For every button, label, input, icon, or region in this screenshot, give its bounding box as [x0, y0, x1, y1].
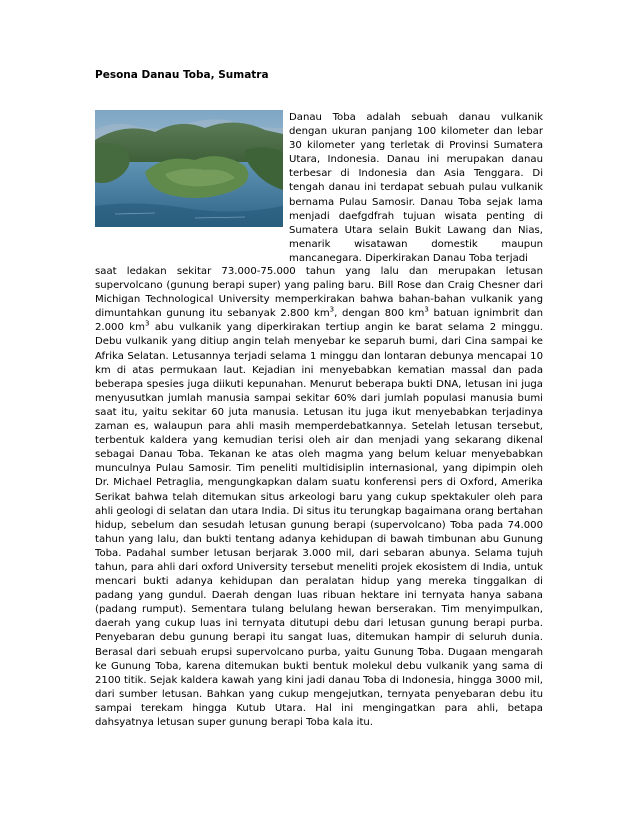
superscript: 3 [424, 305, 429, 314]
intro-line: dan Nias, menarik wisatawan domestik maupun [289, 224, 543, 250]
body-text-part: batuan ignimbrit dan 2.000 km [95, 308, 543, 334]
intro-line: 30 kilometer yang terletak di Provinsi Sumatera [289, 140, 543, 152]
intro-line: tengah danau ini terdapat sebuah pulau [289, 182, 501, 194]
intro-line: Utara, Indonesia. Danau ini merupakan danau [289, 154, 543, 166]
main-text-block [95, 265, 543, 730]
body-text-part: abu vulkanik yang diperkirakan tertiup angin ke barat selama 2 minggu. Debu vulkanik yang ditiup angin telah menyebar ke separuh bumi, dari Cina sampai ke Afrika Selatan. Letusannya terjadi selama 1 minggu dan lontaran debunya mencapai 10 km di atas permukaan laut. Kejadian ini menyebabkan kematian massal dan pada beberapa spesies juga diikuti kepunahan. Menurut beberapa bukti DNA, letusan ini juga menyusutkan jumlah manusia sampai sekitar 60% dari jumlah populasi manusia bumi saat itu, yaitu sekitar 60 juta manusia. Letusan itu juga ikut menyebabkan terjadinya zaman es, walaupun para ahli masih memperdebatkannya. Setelah letusan tersebut, terbentuk kaldera yang kemudian terisi oleh air dan menjadi yang sekarang dikenal sebagai Danau Toba. Tekanan ke atas oleh magma yang belum keluar menyebabkan munculnya Pulau Samosir. Tim peneliti multidisiplin internasional, yang dipimpin oleh Dr. Michael Petraglia, mengungkapkan dalam suatu konferensi pers di Oxford, Amerika Serikat bahwa telah ditemukan situs arkeologi baru yang cukup spektakuler oleh para ahli geologi di selatan dan utara India. Di situs itu terungkap bagaimana orang bertahan hidup, sebelum dan sesudah letusan gunung berapi (supervolcano) Toba pada 74.000 tahun yang lalu, dan bukti tentang adanya kehidupan di bawah timbunan abu Gunung Toba. Padahal sumber letusan berjarak 3.000 mil, dari sebaran abunya. Selama tujuh tahun, para ahli dari oxford University tersebut meneliti projek ekosistem di India, untuk mencari bukti adanya kehidupan dan peralatan hidup yang mereka tinggalkan di padang yang gundul. Daerah dengan luas ribuan hektare ini ternyata hanya sabana (padang rumput). Sementara tulang belulang hewan berserakan. Tim menyimpulkan, daerah yang cukup luas ini ternyata ditutupi debu dari letusan gunung berapi purba. Penyebaran debu gunung berapi itu sangat luas, ditemukan hampir di seluruh dunia. Berasal dari sebuah erupsi supervolcano purba, yaitu Gunung Toba. Dugaan mengarah ke Gunung Toba, karena ditemukan bukti bentuk molekul debu vulkanik yang sama di 2100 titik. Sejak kaldera kawah yang kini jadi danau Toba di Indonesia, hingga 3000 mil, dari sumber letusan. Bahkan yang cukup mengejutkan, ternyata penyebaran debu itu sampai terekam hingga Kutub Utara. Hal ini mengingatkan para ahli, betapa dahsyatnya letusan super gunung berapi Toba kala itu. [95, 322, 543, 728]
intro-column [289, 111, 543, 266]
body-paragraph [95, 265, 543, 730]
page-title: Pesona Danau Toba, Sumatra [95, 69, 269, 81]
intro-paragraph [289, 111, 543, 266]
intro-line: vulkanik bernama Pulau Samosir. Danau Toba [289, 182, 543, 208]
body-text-part: saat ledakan sekitar 73.000-75.000 tahun yang lalu dan merupakan letusan supervolcano (gunung berapi super) yang paling baru. Bill Rose dan Craig Chesner dari Michigan Technological University memperkirakan bahwa bahan-bahan vulkanik yang dimuntahkan gunung itu sebanyak 2.800 km [95, 266, 543, 320]
intro-line: penting di Sumatera Utara selain Bukit Lawang [289, 210, 543, 236]
intro-line: dengan ukuran panjang 100 kilometer dan lebar [289, 126, 543, 138]
intro-line: sejak lama menjadi daefgdfrah tujuan wisata [289, 196, 543, 222]
intro-line: Danau Toba adalah sebuah danau vulkanik [289, 112, 543, 123]
intro-line: mancanegara. Diperkirakan Danau Toba terjadi [289, 252, 528, 264]
superscript: 3 [329, 305, 335, 314]
lake-toba-photo [95, 110, 283, 227]
intro-line: terbesar di Indonesia dan Asia Tenggara. Di [289, 168, 543, 180]
superscript: 3 [144, 320, 150, 329]
body-text-part: , dengan 800 km [334, 308, 425, 320]
lake-toba-illustration [95, 110, 283, 227]
